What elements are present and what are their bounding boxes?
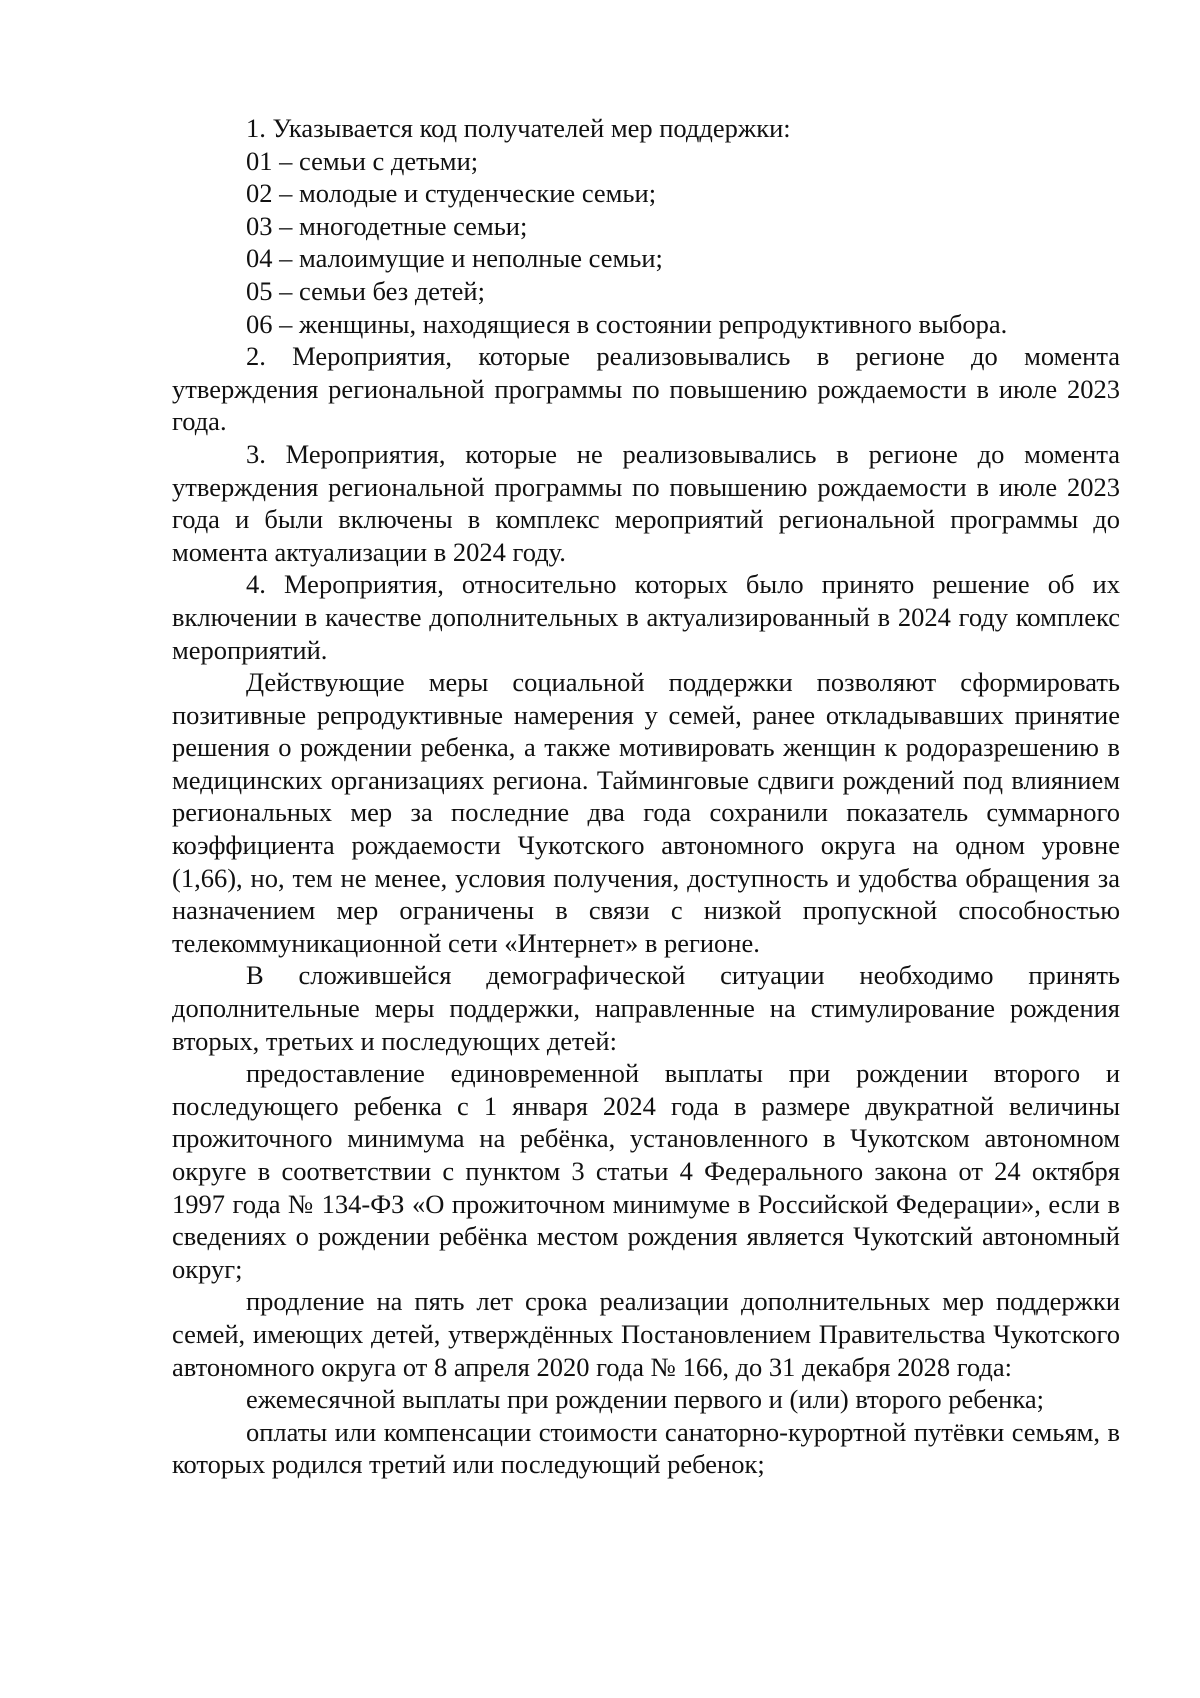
- paragraph-current-measures: Действующие меры социальной поддержки позволяют сформировать позитивные репродуктивные намерения у семей, ранее откладывавших принятие решения о рождении ребенка, а также мотивировать женщин к родоразрешению в медицинских организациях региона. Тайминговые сдвиги рождений под влиянием региональных мер за последние два года сохранили показатель суммарного коэффициента рождаемости Чукотского автономного округа на одном уровне (1,66), но, тем не менее, условия получения, доступность и удобства обращения за назначением мер ограничены в связи с низкой пропускной способностью телекоммуникационной сети «Интернет» в регионе.: [172, 667, 1120, 958]
- paragraph-1-recipient-codes: 1. Указывается код получателей мер поддержки:: [246, 113, 791, 143]
- paragraph-extension-measures: продление на пять лет срока реализации дополнительных мер поддержки семей, имеющих детей, утверждённых Постановлением Правительства Чукотского автономного округа от 8 апреля 2020 года № 166, до 31 декабря 2028 года:: [172, 1286, 1120, 1382]
- code-01-item: 01 – семьи с детьми;: [246, 145, 479, 176]
- code-06-item: 06 – женщины, находящиеся в состоянии репродуктивного выбора.: [246, 308, 1008, 339]
- code-04-item: 04 – малоимущие и неполные семьи;: [246, 243, 663, 274]
- code-02-item: 02 – молодые и студенческие семьи;: [246, 178, 657, 209]
- paragraph-lump-sum-payment: предоставление единовременной выплаты при рождении второго и последующего ребенка с 1 января 2024 года в размере двукратной величины прожиточного минимума на ребёнка, установленного в Чукотском автономном округе в соответствии с пунктом 3 статьи 4 Федерального закона от 24 октября 1997 года № 134-ФЗ «О прожиточном минимуме в Российской Федерации», если в сведениях о рождении ребёнка местом рождения является Чукотский автономный округ;: [172, 1058, 1120, 1284]
- paragraph-4-note: 4. Мероприятия, относительно которых было принято решение об их включении в качестве дополнительных в актуализированный в 2024 году комплекс мероприятий.: [172, 569, 1120, 665]
- code-05-item: 05 – семьи без детей;: [246, 275, 485, 306]
- document-body: [172, 112, 1120, 1481]
- paragraph-3-note: 3. Мероприятия, которые не реализовывались в регионе до момента утверждения региональной программы по повышению рождаемости в июле 2023 года и были включены в комплекс мероприятий региональной программы до момента актуализации в 2024 году.: [172, 438, 1120, 567]
- paragraph-sanatorium-voucher: оплаты или компенсации стоимости санаторно-курортной путёвки семьям, в которых родился третий или последующий ребенок;: [172, 1416, 1120, 1480]
- paragraph-monthly-payment: ежемесячной выплаты при рождении первого и (или) второго ребенка;: [246, 1384, 1044, 1415]
- paragraph-demographic-situation: В сложившейся демографической ситуации необходимо принять дополнительные меры поддержки, направленные на стимулирование рождения вторых, третьих и последующих детей:: [172, 960, 1120, 1056]
- code-03-item: 03 – многодетные семьи;: [246, 210, 528, 241]
- paragraph-2-note: 2. Мероприятия, которые реализовывались в регионе до момента утверждения региональной программы по повышению рождаемости в июле 2023 года.: [172, 341, 1120, 437]
